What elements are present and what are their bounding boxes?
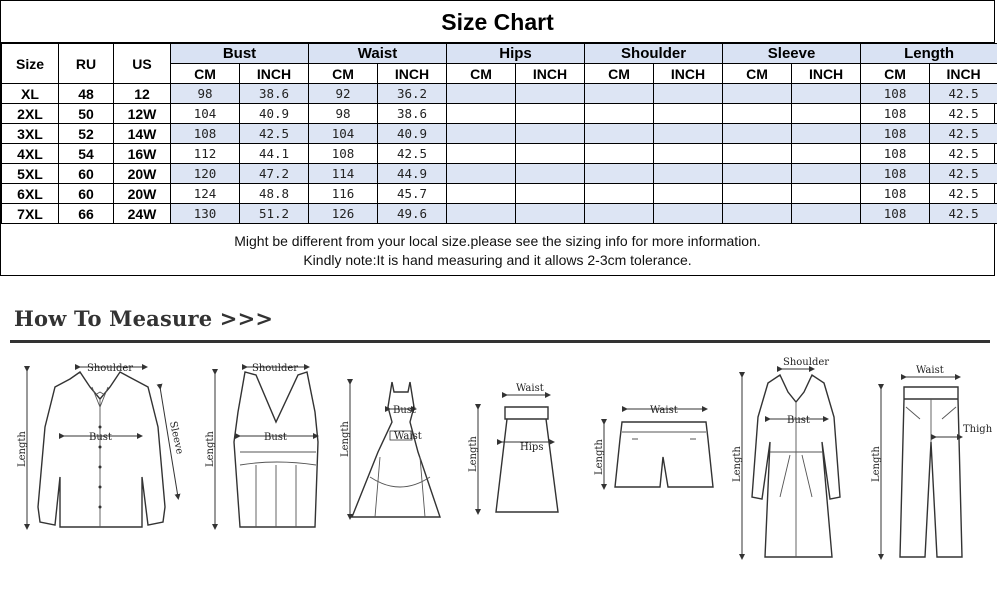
cell-value: 108: [861, 144, 930, 164]
cell-value: 114: [309, 164, 378, 184]
cell-value: 42.5: [930, 104, 997, 124]
table-row: [2, 84, 997, 104]
size-chart: [0, 0, 995, 276]
cell-value: 112: [171, 144, 240, 164]
cell-value: 40.9: [378, 124, 447, 144]
cell-value: [723, 204, 792, 224]
cell-value: [792, 184, 861, 204]
cell-value: 120: [171, 164, 240, 184]
table-row: [2, 124, 997, 144]
table-row: [2, 204, 997, 224]
vneck-top-diagram: [205, 363, 318, 527]
cell-size: XL: [2, 84, 59, 104]
cell-value: [585, 104, 654, 124]
cell-value: [792, 84, 861, 104]
size-table: [1, 43, 997, 224]
table-row: [2, 104, 997, 124]
coat-diagram: [732, 357, 840, 557]
cell-value: [792, 124, 861, 144]
divider: [10, 340, 990, 343]
cell-size: 6XL: [2, 184, 59, 204]
cell-value: 36.2: [378, 84, 447, 104]
cell-value: 108: [861, 124, 930, 144]
cell-value: 42.5: [930, 124, 997, 144]
unit-header: INCH: [516, 64, 585, 84]
label-hips-4: Hips: [520, 442, 544, 453]
header-bust: Bust: [171, 44, 309, 64]
unit-header: CM: [309, 64, 378, 84]
cell-value: 49.6: [378, 204, 447, 224]
unit-header: INCH: [378, 64, 447, 84]
cell-value: 44.9: [378, 164, 447, 184]
label-waist-7: Waist: [916, 365, 944, 376]
label-length-7: Length: [871, 446, 882, 482]
cell-value: 92: [309, 84, 378, 104]
cell-value: [723, 164, 792, 184]
cell-value: 45.7: [378, 184, 447, 204]
cell-value: 42.5: [930, 164, 997, 184]
cell-value: [654, 184, 723, 204]
cell-value: [516, 164, 585, 184]
cell-ru: 52: [59, 124, 114, 144]
cell-ru: 60: [59, 184, 114, 204]
cell-value: 44.1: [240, 144, 309, 164]
cell-value: 42.5: [930, 144, 997, 164]
blouse-diagram: [17, 363, 185, 527]
cell-size: 2XL: [2, 104, 59, 124]
label-length-2: Length: [205, 431, 216, 467]
cell-value: [585, 144, 654, 164]
cell-value: 104: [171, 104, 240, 124]
cell-value: 98: [171, 84, 240, 104]
cell-value: [723, 144, 792, 164]
cell-value: 42.5: [930, 184, 997, 204]
cell-us: 12W: [114, 104, 171, 124]
cell-value: [585, 184, 654, 204]
cell-value: 108: [861, 104, 930, 124]
cell-value: [516, 124, 585, 144]
label-length-3: Length: [340, 421, 351, 457]
header-length: Length: [861, 44, 997, 64]
cell-value: [516, 104, 585, 124]
cell-size: 7XL: [2, 204, 59, 224]
cell-value: 40.9: [240, 104, 309, 124]
cell-value: 42.5: [240, 124, 309, 144]
cell-value: [447, 164, 516, 184]
cell-value: [516, 184, 585, 204]
garment-diagrams: [0, 347, 997, 596]
trousers-diagram: [871, 365, 993, 557]
header-shoulder: Shoulder: [585, 44, 723, 64]
label-bust-2: Bust: [264, 432, 287, 443]
cell-value: [585, 204, 654, 224]
cell-us: 12: [114, 84, 171, 104]
cell-us: 14W: [114, 124, 171, 144]
label-length-4: Length: [468, 436, 479, 472]
label-shoulder-1: Shoulder: [87, 363, 134, 374]
cell-value: [654, 124, 723, 144]
note-line-1: Might be different from your local size.please see the sizing info for more information.: [234, 233, 761, 249]
cell-value: [447, 84, 516, 104]
cell-value: [792, 204, 861, 224]
header-sleeve: Sleeve: [723, 44, 861, 64]
shorts-diagram: [594, 405, 713, 487]
cell-value: 42.5: [930, 204, 997, 224]
cell-value: [585, 124, 654, 144]
cell-us: 20W: [114, 184, 171, 204]
cell-value: 108: [309, 144, 378, 164]
cell-value: 38.6: [240, 84, 309, 104]
cell-ru: 48: [59, 84, 114, 104]
cell-value: [447, 204, 516, 224]
cell-value: [516, 204, 585, 224]
cell-value: 51.2: [240, 204, 309, 224]
cell-us: 24W: [114, 204, 171, 224]
cell-value: 116: [309, 184, 378, 204]
cell-value: [792, 104, 861, 124]
unit-header: INCH: [930, 64, 997, 84]
header-waist: Waist: [309, 44, 447, 64]
header-size: Size: [2, 44, 59, 84]
label-length-6: Length: [732, 446, 743, 482]
cell-value: [654, 204, 723, 224]
table-row: [2, 144, 997, 164]
cell-value: 47.2: [240, 164, 309, 184]
cell-value: [723, 84, 792, 104]
label-shoulder-2: Shoulder: [252, 363, 299, 374]
unit-header: CM: [447, 64, 516, 84]
unit-header: INCH: [792, 64, 861, 84]
size-notes: [1, 225, 994, 277]
cell-value: [654, 104, 723, 124]
cell-value: [516, 144, 585, 164]
cell-size: 3XL: [2, 124, 59, 144]
cell-value: 126: [309, 204, 378, 224]
unit-header: CM: [723, 64, 792, 84]
cell-value: 108: [861, 84, 930, 104]
header-hips: Hips: [447, 44, 585, 64]
skirt-diagram: [468, 383, 558, 512]
label-shoulder-6: Shoulder: [783, 357, 830, 368]
cell-value: 98: [309, 104, 378, 124]
chart-title: Size Chart: [1, 1, 994, 43]
label-length-5: Length: [594, 439, 605, 475]
cell-value: [447, 104, 516, 124]
cell-value: 108: [171, 124, 240, 144]
cell-value: [447, 144, 516, 164]
cell-value: [516, 84, 585, 104]
cell-value: 108: [861, 164, 930, 184]
note-line-2: Kindly note:It is hand measuring and it allows 2-3cm tolerance.: [303, 252, 692, 268]
header-ru: RU: [59, 44, 114, 84]
cell-value: [585, 164, 654, 184]
label-bust-6: Bust: [787, 415, 810, 426]
label-thigh-7: Thigh: [963, 424, 993, 435]
cell-ru: 66: [59, 204, 114, 224]
unit-header: CM: [585, 64, 654, 84]
cell-value: [723, 184, 792, 204]
dress-diagram: [340, 382, 440, 517]
label-waist-5: Waist: [650, 405, 678, 416]
cell-ru: 54: [59, 144, 114, 164]
cell-value: [447, 184, 516, 204]
unit-header: CM: [861, 64, 930, 84]
label-bust-1: Bust: [89, 432, 112, 443]
cell-value: 130: [171, 204, 240, 224]
label-bust-3: Bust: [393, 405, 416, 416]
cell-value: [447, 124, 516, 144]
table-row: [2, 184, 997, 204]
cell-value: 38.6: [378, 104, 447, 124]
unit-header: INCH: [240, 64, 309, 84]
cell-value: 42.5: [930, 84, 997, 104]
cell-size: 5XL: [2, 164, 59, 184]
cell-ru: 60: [59, 164, 114, 184]
cell-value: [654, 144, 723, 164]
cell-value: [792, 144, 861, 164]
how-to-measure-section: [0, 277, 997, 596]
cell-ru: 50: [59, 104, 114, 124]
measure-title: How To Measure >>>: [14, 306, 274, 331]
cell-us: 16W: [114, 144, 171, 164]
cell-value: 108: [861, 184, 930, 204]
unit-header: INCH: [654, 64, 723, 84]
cell-value: [654, 164, 723, 184]
cell-value: 48.8: [240, 184, 309, 204]
cell-value: [585, 84, 654, 104]
cell-value: 42.5: [378, 144, 447, 164]
table-row: [2, 164, 997, 184]
cell-value: 104: [309, 124, 378, 144]
label-waist-4: Waist: [516, 383, 544, 394]
label-waist-3: Waist: [394, 431, 422, 442]
cell-value: [792, 164, 861, 184]
cell-value: 124: [171, 184, 240, 204]
label-sleeve-1: Sleeve: [167, 420, 185, 456]
cell-value: 108: [861, 204, 930, 224]
cell-value: [723, 124, 792, 144]
cell-value: [654, 84, 723, 104]
cell-value: [723, 104, 792, 124]
cell-size: 4XL: [2, 144, 59, 164]
header-us: US: [114, 44, 171, 84]
unit-header: CM: [171, 64, 240, 84]
label-length-1: Length: [17, 431, 28, 467]
cell-us: 20W: [114, 164, 171, 184]
